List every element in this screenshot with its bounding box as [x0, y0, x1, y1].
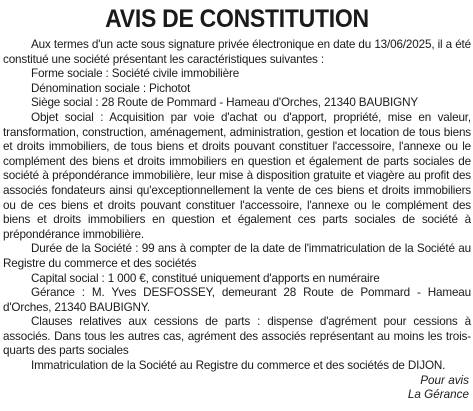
- registration: Immatriculation de la Société au Registre du commerce et des sociétés de DIJON.: [31, 359, 446, 373]
- share-capital: Capital social : 1 000 €, constitué uniquement d'apports en numéraire: [31, 271, 380, 285]
- legal-form: Forme sociale : Société civile immobilière: [31, 67, 240, 81]
- notice-title: AVIS DE CONSTITUTION: [105, 5, 369, 33]
- intro-paragraph: Aux termes d'un acte sous signature privée électronique en date du 13/06/2025, il a été constitué une société présentant les caractéristiques suivantes :: [3, 38, 471, 66]
- share-transfer-clauses: Clauses relatives aux cessions de parts : dispense d'agrément pour cessions à associés. Dans tous les autres cas, agrément des associés représentant au moins les trois-quarts des parts sociales: [3, 315, 471, 358]
- notice-body: [3, 38, 471, 374]
- signature-line-1: Pour avis: [420, 373, 469, 387]
- management: Gérance : M. Yves DESFOSSEY, demeurant 28 Route de Pommard - Hameau d'Orches, 21340 BAUBIGNY.: [3, 286, 471, 314]
- company-duration: Durée de la Société : 99 ans à compter de la date de l'immatriculation de la Société au Registre du commerce et des sociétés: [3, 242, 471, 270]
- company-name: Dénomination sociale : Pichotot: [31, 81, 191, 95]
- corporate-purpose: Objet social : Acquisition par voie d'achat ou d'apport, propriété, mise en valeur, transformation, construction, aménagement, administration, gestion et location de tous biens et droits immobiliers, de tous biens et droits pouvant constituer l'accessoire, l'annexe ou le complément des biens et droits immobiliers en question et également de parts sociales de société à prépondérance immobilière, leur mise à disposition gratuite et viagère au profit des associés fondateurs ainsi qu'exceptionnellement la vente de ces biens et droits immobiliers ou de ces biens et droits pouvant constituer l'accessoire, l'annexe ou le complément des biens et droits immobiliers en question et également ces parts sociales de société à prépondérance immobilière.: [3, 110, 471, 241]
- signature-line-2: La Gérance: [407, 388, 469, 402]
- registered-office: Siège social : 28 Route de Pommard - Hameau d'Orches, 21340 BAUBIGNY: [31, 96, 419, 110]
